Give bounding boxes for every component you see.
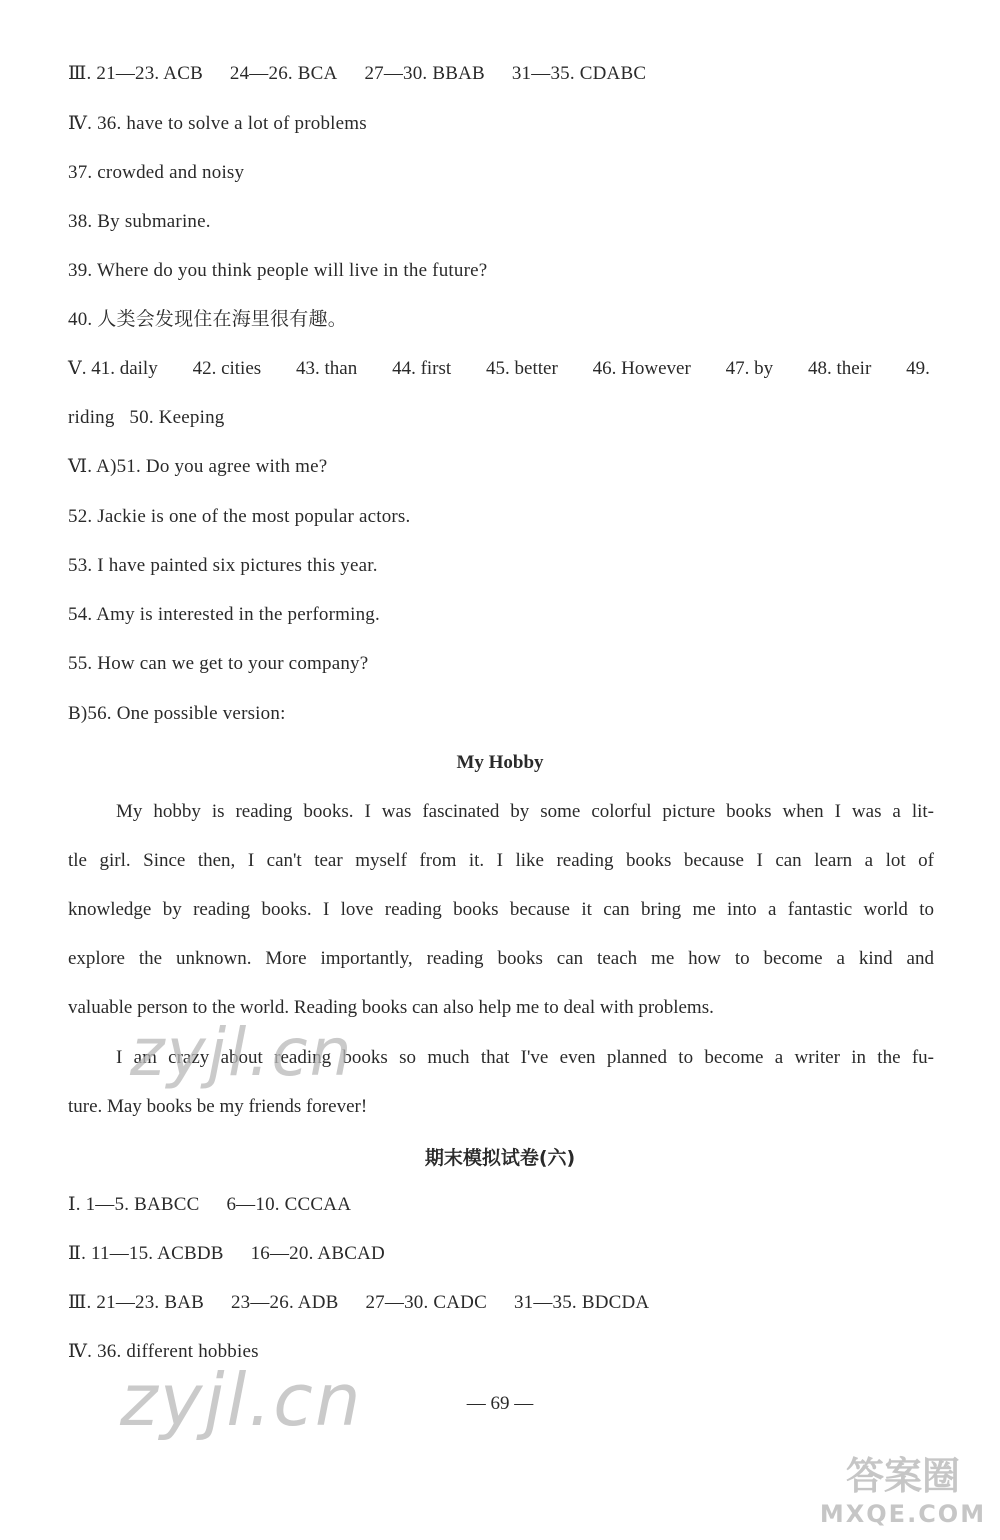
answer-row-iii [68,1291,649,1315]
answer-row-v [68,357,930,381]
essay-line: My hobby is reading books. I was fascinated by some colorful picture books when I was a lit- [116,801,934,822]
answer-54: 54. Amy is interested in the performing. [68,604,380,625]
answer-group: Ⅱ. 11—15. ACBDB [68,1243,224,1264]
answer-item: 45. better [486,358,558,379]
essay-line: valuable person to the world. Reading books can also help me to deal with problems. [68,997,714,1018]
answer-53: 53. I have painted six pictures this year. [68,555,378,576]
logo-title: 答案圈 [845,1454,960,1498]
answer-40: 40. 人类会发现住在海里很有趣。 [68,309,347,330]
answer-item: 47. by [725,358,774,379]
watermark-text: zyjl.cn [130,1014,354,1091]
answer-row-ii [68,1242,385,1266]
answer-52: 52. Jackie is one of the most popular actors. [68,506,411,527]
answer-row-iii [68,62,646,86]
logo-domain: MXQE.COM [819,1500,987,1528]
essay-line: I am crazy about reading books so much that I've even planned to become a writer in the fu- [116,1047,934,1068]
answer-group: 24—26. BCA [229,63,338,84]
answer-item: 49. [906,358,930,379]
answer-37: 37. crowded and noisy [68,162,245,183]
watermark-logo [814,1454,992,1532]
answer-group: 6—10. CCCAA [226,1194,352,1215]
essay-line: tle girl. Since then, I can't tear myself from it. I like reading books because I can learn a lot of [68,850,934,871]
answer-row-v-continued: riding 50. Keeping [68,407,225,428]
answer-39: 39. Where do you think people will live in the future? [68,260,488,281]
essay-line: explore the unknown. More importantly, reading books can teach me how to become a kind and [68,948,934,969]
answer-group: Ⅲ. 21—23. ACB [68,63,203,84]
essay-title: My Hobby [456,752,544,773]
answer-group: 31—35. BDCDA [513,1292,650,1313]
essay-line: ture. May books be my friends forever! [68,1096,368,1117]
watermark-text: zyjl.cn [120,1358,363,1442]
section-title: 期末模拟试卷(六) [424,1147,576,1169]
answer-group: Ⅰ. 1—5. BABCC [68,1194,200,1215]
essay-line: knowledge by reading books. I love reading books because it can bring me into a fantastic world to [68,899,934,920]
answer-item: 42. cities [192,358,262,379]
answer-36: Ⅳ. 36. different hobbies [68,1341,259,1362]
answer-item: 48. their [807,358,872,379]
answer-group: Ⅲ. 21—23. BAB [68,1292,204,1313]
answer-group: 23—26. ADB [230,1292,339,1313]
answer-group: 16—20. ABCAD [250,1243,385,1264]
answer-56: B)56. One possible version: [68,703,286,724]
answer-item: 44. first [392,358,452,379]
answer-38: 38. By submarine. [68,211,211,232]
answer-group: 27—30. BBAB [364,63,485,84]
answer-group: 31—35. CDABC [511,63,647,84]
answer-item: 46. However [592,358,691,379]
page-number: — 69 — [466,1393,534,1414]
answer-51: Ⅵ. A)51. Do you agree with me? [68,456,328,477]
answer-55: 55. How can we get to your company? [68,653,369,674]
answer-row-i [68,1193,351,1217]
answer-item: Ⅴ. 41. daily [68,358,158,379]
answer-group: 27—30. CADC [365,1292,487,1313]
answer-item: 43. than [296,358,358,379]
answer-36: Ⅳ. 36. have to solve a lot of problems [68,113,367,134]
